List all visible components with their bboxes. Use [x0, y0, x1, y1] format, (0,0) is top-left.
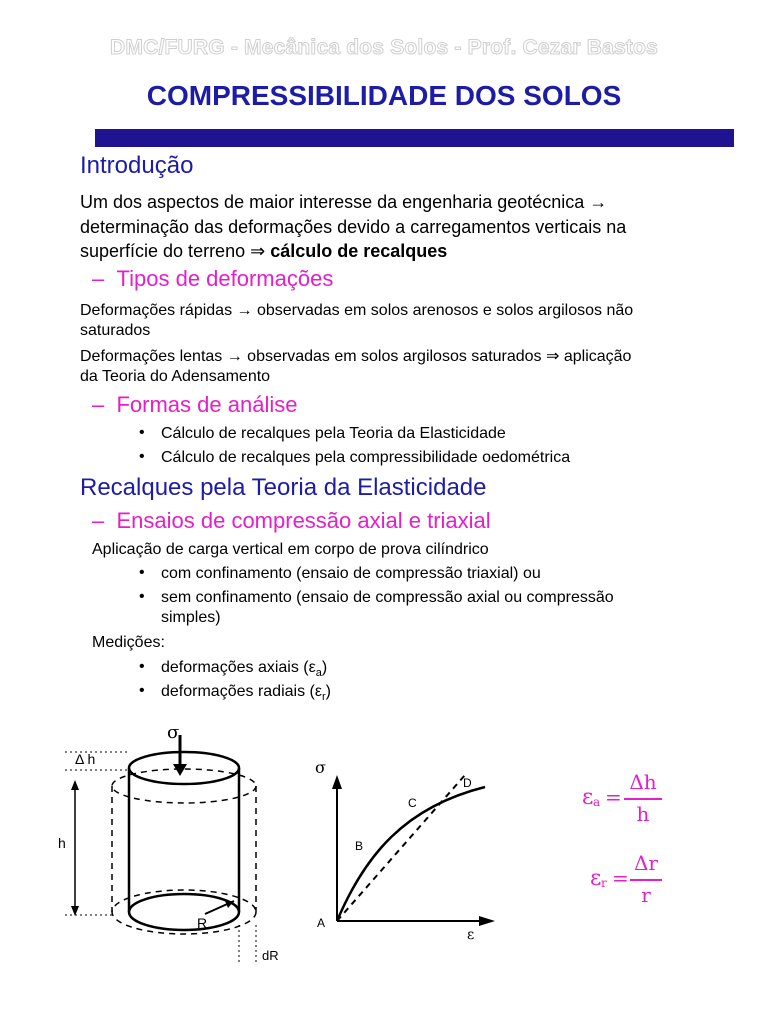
confinamento-item: com confinamento (ensaio de compressão triaxial) ou: [161, 565, 541, 582]
curve-sigma-label: σ: [315, 758, 326, 777]
radiais-text: deformações radiais (ε: [161, 683, 322, 700]
formas-item-2: Cálculo de recalques pela compressibilidade oedométrica: [161, 449, 571, 466]
bullet-icon: •: [139, 658, 145, 675]
er-equals: =: [612, 866, 629, 890]
intro-line-3: [80, 240, 447, 263]
deformed-bottom-ellipse: [112, 890, 256, 934]
er-subscript: r: [601, 876, 607, 890]
ea-symbol: ε: [582, 785, 594, 810]
page-title: COMPRESSIBILIDADE DOS SOLOS: [146, 80, 622, 111]
axiais-text: deformações axiais (ε: [161, 659, 316, 676]
formas-heading-text: Formas de análise: [116, 392, 298, 417]
deformed-top-ellipse: [112, 769, 256, 803]
radius-label: R: [197, 915, 208, 931]
ensaios-heading-text: Ensaios de compressão axial e triaxial: [116, 508, 491, 533]
h-arrow-down: [71, 906, 79, 916]
close-paren: ): [321, 659, 328, 676]
h-label: h: [58, 835, 66, 851]
elasticidade-heading: Recalques pela Teoria da Elasticidade: [80, 474, 487, 501]
point-b-label: B: [355, 839, 364, 853]
point-a-label: A: [317, 916, 326, 930]
calculo-recalques-bold: cálculo de recalques: [270, 241, 448, 261]
radiais-sub: r: [321, 691, 326, 704]
deformacoes-radiais-item: [161, 682, 331, 707]
bullet-icon: •: [139, 564, 145, 581]
sigma-label: σ: [167, 722, 180, 743]
ea-denominator: h: [636, 802, 650, 826]
dr-label: dR: [262, 948, 279, 963]
lentas-line-2: da Teoria do Adensamento: [80, 368, 271, 385]
load-arrow-head: [173, 764, 187, 776]
dash: –: [92, 266, 105, 291]
point-d-label: D: [463, 776, 472, 790]
intro-line-3-text: superfície do terreno ⇒: [80, 241, 271, 261]
intro-line-2: determinação das deformações devido a carregamentos verticais na: [80, 217, 627, 237]
ensaios-heading: [92, 508, 491, 534]
aplicacao-text: Aplicação de carga vertical em corpo de prova cilíndrico: [92, 541, 489, 558]
er-symbol: ε: [590, 866, 602, 891]
page-header: DMC/FURG - Mecânica dos Solos - Prof. Cezar Bastos: [110, 36, 658, 59]
medicoes-label: Medições:: [92, 634, 165, 651]
sigma-axis-arrow: [332, 775, 342, 789]
formas-item-1: Cálculo de recalques pela Teoria da Elasticidade: [161, 425, 506, 442]
axial-strain-formula: [580, 770, 680, 830]
lentas-line-1: Deformações lentas → observadas em solos argilosos saturados ⇒ aplicação: [80, 348, 632, 365]
ea-numerator: Δh: [629, 770, 657, 794]
bullet-icon: •: [139, 682, 145, 699]
bullet-icon: •: [139, 588, 145, 605]
epsilon-axis-arrow: [479, 916, 495, 926]
er-denominator: r: [641, 883, 651, 907]
sem-confinamento-line-1: sem confinamento (ensaio de compressão axial ou compressão: [161, 589, 614, 606]
er-numerator: Δr: [633, 851, 658, 875]
dh-label: Δ h: [75, 751, 96, 767]
dash: –: [92, 392, 105, 417]
rapidas-line-1: Deformações rápidas → observadas em solos arenosos e solos argilosos não: [80, 302, 634, 319]
ea-equals: =: [605, 785, 622, 809]
ea-fraction-bar: [624, 798, 662, 800]
intro-heading: Introdução: [80, 152, 194, 179]
intro-line-1: Um dos aspectos de maior interesse da engenharia geotécnica →: [80, 192, 608, 212]
stress-strain-diagram: [305, 755, 505, 945]
axiais-sub: a: [315, 667, 322, 680]
close-paren: ): [325, 683, 331, 700]
ea-subscript: a: [593, 795, 601, 809]
curve-epsilon-label: ε: [467, 927, 475, 943]
formas-heading: [92, 392, 297, 418]
deformacoes-axiais-item: [161, 658, 327, 683]
bullet-icon: •: [139, 448, 145, 465]
h-arrow-up: [71, 780, 79, 790]
radial-strain-formula: [588, 851, 688, 911]
title-divider-bar: [95, 129, 734, 147]
bullet-icon: •: [139, 424, 145, 441]
sem-confinamento-line-2: simples): [161, 609, 221, 626]
er-fraction-bar: [630, 879, 662, 881]
tipos-heading-text: Tipos de deformações: [116, 266, 334, 291]
rapidas-line-2: saturados: [80, 322, 151, 339]
point-c-label: C: [408, 796, 417, 810]
dash: –: [92, 508, 105, 533]
cylinder-diagram: [55, 720, 305, 970]
cylinder-bottom-ellipse: [129, 894, 239, 930]
tipos-heading: [92, 266, 333, 292]
